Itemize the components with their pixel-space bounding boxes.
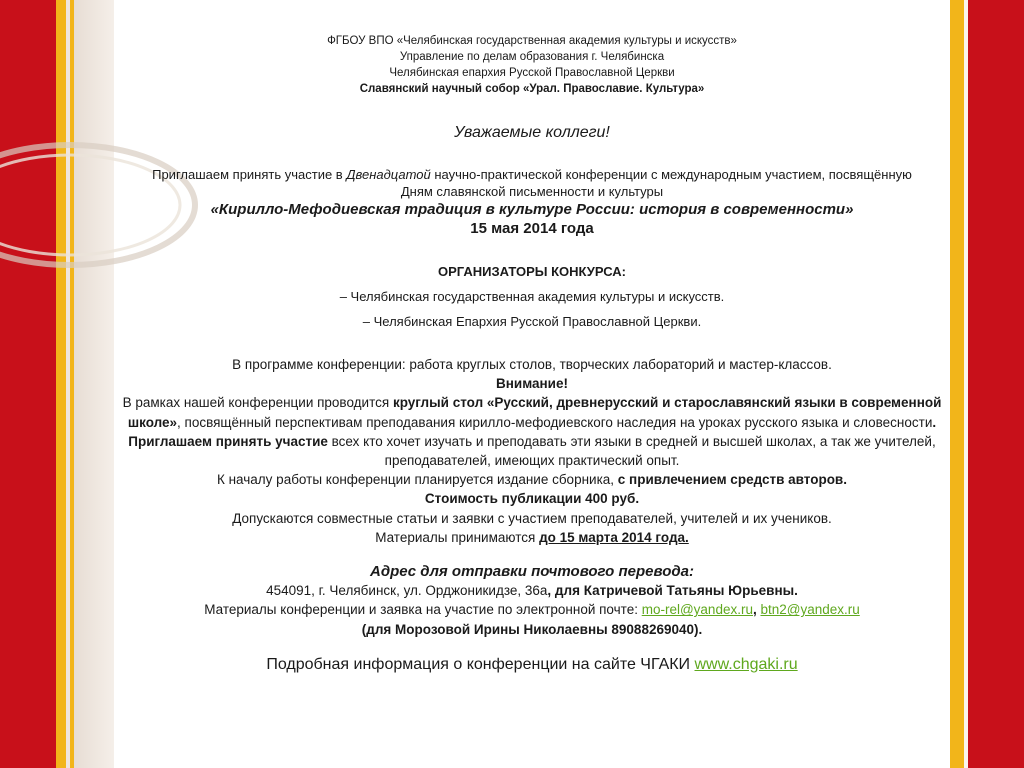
contact-person: (для Морозовой Ирины Николаевны 89088269040). [361, 621, 703, 637]
more-info-block [114, 656, 950, 674]
more-info-text: Подробная информация о конференции на сайте ЧГАКИ [266, 656, 695, 673]
collection-line [114, 470, 950, 489]
left-beige-panel [74, 0, 114, 768]
website-link[interactable]: www.chgaki.ru [694, 656, 798, 673]
email-link-btn2[interactable]: btn2@yandex.ru [760, 602, 860, 618]
header-line-council: Славянский научный собор «Урал. Православие. Культура» [359, 83, 705, 95]
email-link-mo-rel[interactable]: mo-rel@yandex.ru [641, 602, 753, 618]
conference-ordinal: Двенадцатой [346, 167, 431, 182]
round-table-title: круглый стол «Русский, древнерусский и старославянский языки в современной школе» [127, 395, 942, 430]
invitation-post: научно-практической конференции с международным участием, посвящённую [430, 167, 912, 182]
publication-cost: Стоимость публикации 400 руб. [424, 491, 640, 507]
address-heading: Адрес для отправки почтового перевода: [370, 563, 694, 580]
left-red-stripe [0, 0, 56, 768]
postal-address: 454091, г. Челябинск, ул. Орджоникидзе, 36а [266, 583, 548, 599]
right-gold-stripe [950, 0, 964, 768]
organizer-item: – Челябинская государственная академия культуры и искусств. [339, 289, 725, 304]
round-table-post: , посвящённый перспективам преподавания кирилло-мефодиевского наследия на уроках русского языка и словесности [177, 414, 933, 430]
email-separator: , [752, 602, 761, 618]
invite-participate: . Приглашаем принять участие [128, 414, 937, 449]
organizers-heading: ОРГАНИЗАТОРЫ КОНКУРСА: [438, 264, 626, 279]
attention-label: Внимание! [496, 376, 568, 392]
postal-address-line [114, 581, 950, 600]
organizers-block [114, 259, 950, 334]
document-header [114, 33, 950, 97]
invitation-line [114, 166, 950, 183]
round-table-pre: В рамках нашей конференции проводится [122, 395, 393, 411]
invite-rest: всех кто хочет изучать и преподавать эти языки в средней и высшей школах, а так же учителей, преподавателей, имеющих практический опыт. [327, 433, 936, 469]
deadline-line [114, 528, 950, 547]
invitation-block [114, 166, 950, 239]
header-line-education-dept: Управление по делам образования г. Челябинска [399, 51, 665, 63]
program-line: В программе конференции: работа круглых столов, творческих лабораторий и мастер-классов. [232, 357, 832, 372]
email-pre: Материалы конференции и заявка на участие по электронной почте: [204, 602, 642, 618]
greeting: Уважаемые коллеги! [454, 124, 610, 141]
conference-title: «Кирилло-Мефодиевская традиция в культуре России: история в современности» [210, 201, 854, 218]
header-line-academy: ФГБОУ ВПО «Челябинская государственная академия культуры и искусств» [327, 35, 737, 47]
conference-date: 15 мая 2014 года [470, 220, 594, 237]
recipient-name: , для Катричевой Татьяны Юрьевны. [547, 583, 798, 599]
deadline-pre: Материалы принимаются [375, 529, 540, 545]
collection-bold: с привлечением средств авторов. [617, 472, 847, 488]
email-line [114, 600, 950, 619]
right-red-stripe [968, 0, 1024, 768]
invitation-pre: Приглашаем принять участие в [152, 167, 347, 182]
round-table-paragraph [114, 393, 950, 470]
collection-pre: К началу работы конференции планируется издание сборника, [216, 472, 618, 488]
address-block [114, 562, 950, 639]
left-gold-stripe [56, 0, 66, 768]
invitation-line-2: Дням славянской письменности и культуры [400, 184, 664, 199]
joint-articles-line: Допускаются совместные статьи и заявки с участием преподавателей, учителей и их учеников. [232, 510, 832, 526]
program-block [114, 355, 950, 547]
header-line-eparchy: Челябинская епархия Русской Православной Церкви [389, 67, 675, 79]
organizer-item: – Челябинская Епархия Русской Православной Церкви. [362, 314, 702, 329]
deadline-date: до 15 марта 2014 года. [539, 529, 689, 545]
